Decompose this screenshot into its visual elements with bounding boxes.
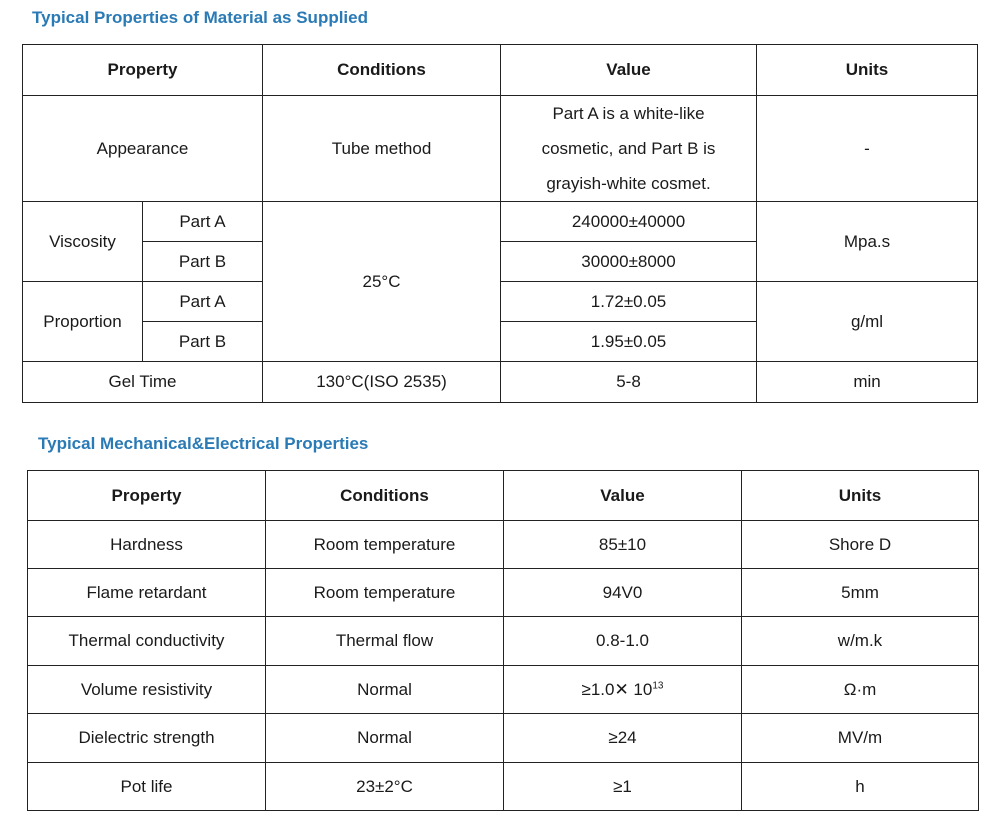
row-property: Volume resistivity [28,666,266,714]
header-units: Units [742,471,979,521]
row-property: Pot life [28,763,266,811]
proportion-part-a-value: 1.72±0.05 [501,282,757,322]
row-conditions: Normal [266,714,504,763]
exponent-text: 13 [652,679,664,691]
row-value: 0.8-1.0 [504,617,742,666]
appearance-units: - [757,96,978,202]
row-value: 94V0 [504,569,742,617]
proportion-part-b-value: 1.95±0.05 [501,322,757,362]
gel-time-property: Gel Time [23,362,263,403]
gel-time-units: min [757,362,978,403]
header-value: Value [501,45,757,96]
row-conditions: Room temperature [266,569,504,617]
header-property: Property [23,45,263,96]
resistivity-value: ≥1.0 [581,679,615,699]
row-property: Flame retardant [28,569,266,617]
times-ten-text: ✕ 10 [614,679,653,699]
appearance-value-line: cosmetic, and Part B is [541,139,716,158]
table-header-row [28,471,979,521]
proportion-part-a-label: Part A [143,282,263,322]
table-row [28,569,979,617]
shared-conditions: 25°C [263,202,501,362]
table-row [28,763,979,811]
proportion-part-b-label: Part B [143,322,263,362]
table-row [28,714,979,763]
viscosity-property: Viscosity [23,202,143,282]
proportion-property: Proportion [23,282,143,362]
table-row [28,521,979,569]
row-units: Shore D [742,521,979,569]
viscosity-part-a-value: 240000±40000 [501,202,757,242]
row-value: 85±10 [504,521,742,569]
header-conditions: Conditions [266,471,504,521]
viscosity-units: Mpa.s [757,202,978,282]
row-value: ≥1 [504,763,742,811]
row-value: ≥24 [504,714,742,763]
section-title-supplied: Typical Properties of Material as Supplied [32,8,368,27]
row-units: h [742,763,979,811]
table-header-row [23,45,978,96]
table-row [28,617,979,666]
table-row [23,362,978,403]
header-conditions: Conditions [263,45,501,96]
table-row [28,666,979,714]
appearance-conditions: Tube method [263,96,501,202]
proportion-units: g/ml [757,282,978,362]
table-row [23,96,978,202]
row-conditions: 23±2°C [266,763,504,811]
appearance-value [501,96,757,202]
viscosity-part-a-label: Part A [143,202,263,242]
header-property: Property [28,471,266,521]
row-property: Dielectric strength [28,714,266,763]
row-conditions: Normal [266,666,504,714]
row-conditions: Thermal flow [266,617,504,666]
gel-time-value: 5-8 [501,362,757,403]
row-units: 5mm [742,569,979,617]
header-value: Value [504,471,742,521]
appearance-value-line: Part A is a white-like [552,104,705,123]
row-units: MV/m [742,714,979,763]
appearance-property: Appearance [23,96,263,202]
table-row [23,282,978,322]
row-property: Hardness [28,521,266,569]
mechanical-properties-table [27,470,979,811]
gel-time-conditions: 130°C(ISO 2535) [263,362,501,403]
supplied-properties-table [22,44,978,403]
row-conditions: Room temperature [266,521,504,569]
header-units: Units [757,45,978,96]
appearance-value-line: grayish-white cosmet. [546,174,711,193]
row-property: Thermal conductivity [28,617,266,666]
section-title-mechanical: Typical Mechanical&Electrical Properties [38,434,369,453]
viscosity-part-b-value: 30000±8000 [501,242,757,282]
row-value [504,666,742,714]
table-row [23,202,978,242]
row-units: w/m.k [742,617,979,666]
viscosity-part-b-label: Part B [143,242,263,282]
row-units: Ω·m [742,666,979,714]
